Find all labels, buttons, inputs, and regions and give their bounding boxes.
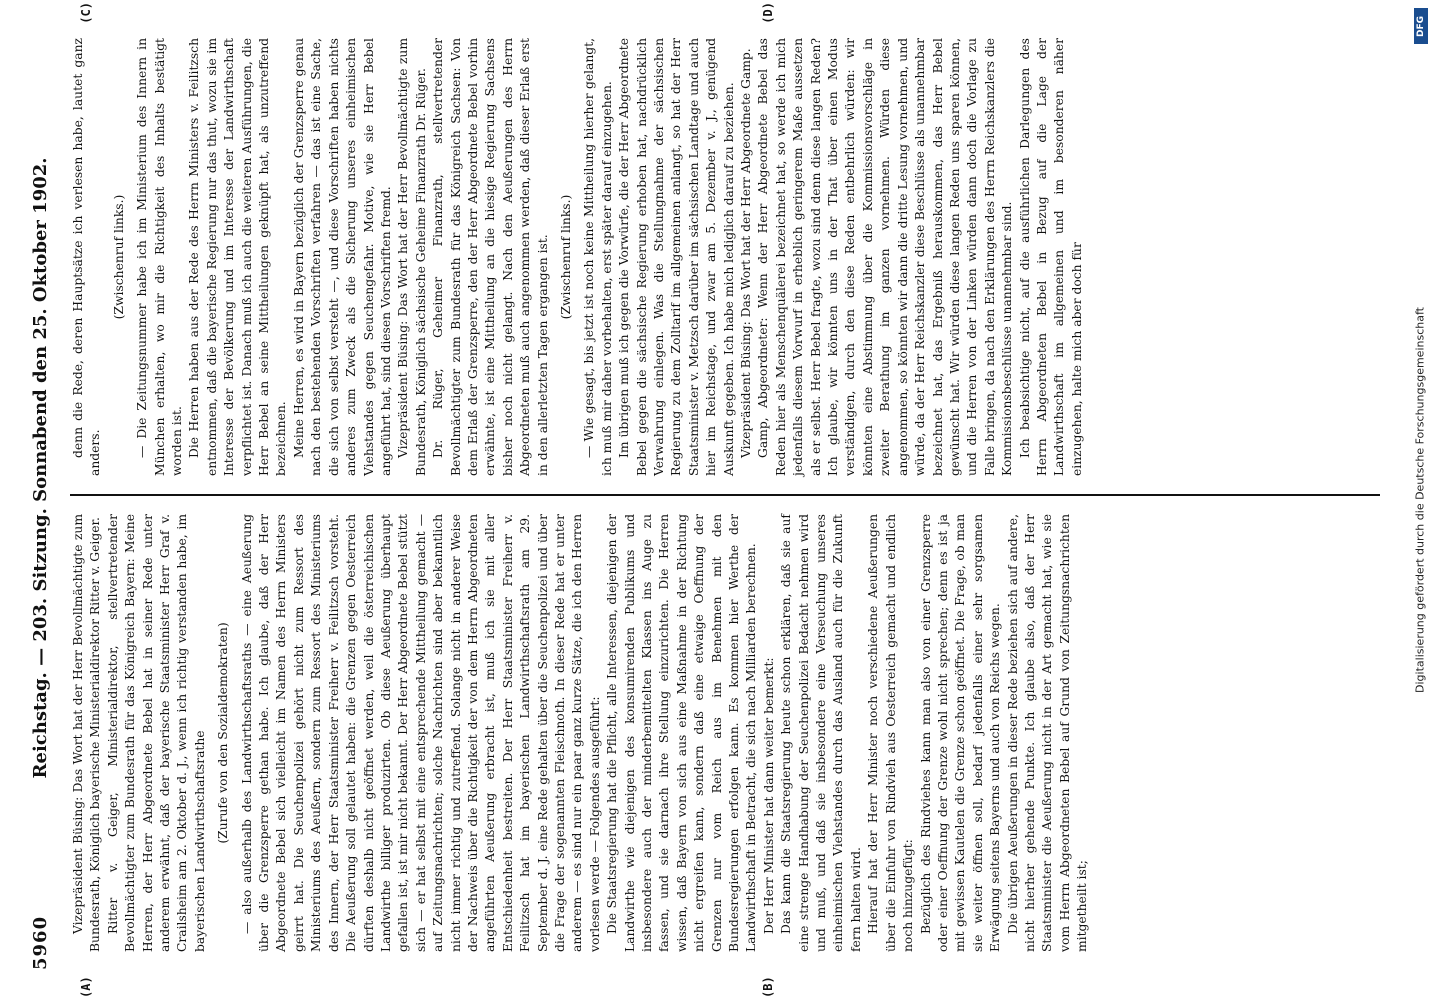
paragraph: Ritter v. Geiger, Ministerialdirektor, stellvertretender Bevollmächtigter zum Bundesrath für das Königreich Bayern: Meine Herren, der Herr Abgeordnete Bebel hat in seiner Rede unter anderem erwähnt, daß der bayerische Staatsminister Herr Graf v. Crailsheim am 2. Oktober d. J., wenn ich richtig verstanden habe, im bayerischen Landwirthschaftsrathe [105,514,207,952]
paragraph: (Zwischenruf links.) [558,194,573,320]
margin-label-d: (D) [761,2,775,24]
paragraph: Ich beabsichtige nicht, auf die ausführlichen Darlegungen des Herrn Abgeordneten Bebel in Bezug auf die Lage der Landwirthschaft im allgemeinen und im besonderen näher einzugehen, halte mich aber doch für [1017,38,1084,476]
paragraph: — also außerhalb des Landwirthschaftsraths — eine Aeußerung über die Grenzsperre gethan habe. Ich glaube, daß der Herr Abgeordnete Bebel sich vielleicht im Namen des Herrn Ministers geirrt hat. Die Seuchenpolizei gehört nicht zum Ressort des Ministeriums des Aeußern, sondern zum Ressort des Ministeriums des Innern, der Herr Staatsminister Freiherr v. Feilitzsch vorsteht. Die Aeußerung soll gelautet haben: die Grenzen gegen Oesterreich dürften deshalb nicht geöffnet werden, weil die österreichischen Landwirthe billiger produzirten. Ob diese Aeußerung überhaupt gefallen ist, ist mir nicht bekannt. Der Herr Abgeordnete Bebel stützt sich — er hat selbst mit eine entsprechende Mittheilung gemacht — auf Zeitungsnachrichten; solche Nachrichten sind aber bekanntlich nicht immer richtig und zutreffend. Solange nicht in anderer Weise der Nachweis über die Richtigkeit der von dem Herrn Abgeordneten angeführten Aeußerung erbracht ist, muß ich sie mit aller Entschiedenheit bestreiten. Der Herr Staatsminister Freiherr v. Feilitzsch hat im bayerischen Landwirthschaftsrath am 29. September d. J. eine Rede gehalten über die Seuchenpolizei und über die Frage der sogenannten Fleischnoth. In dieser Rede hat er unter anderem — es sind nur ein paar ganz kurze Sätze, die ich den Herren vorlesen werde — Folgendes ausgeführt: [239,514,602,952]
paragraph: Gamp, Abgeordneter: Wenn der Herr Abgeordnete Bebel das Reden hier als Menschenquälerei bezeichnet hat, so werde ich mich jedenfalls diesem Vorwurf in erheblich geringerem Maße aussetzen als er selbst. Herr Bebel fragte, wozu sind denn diese langen Reden? Ich glaube, wir könnten uns in der That über einen Modus verständigen, durch den diese Reden entbehrlich würden: wir könnten eine Abstimmung über die Kommissionsvorschläge in zweiter Berathung im ganzen vornehmen. Würden diese angenommen, so könnten wir dann die dritte Lesung vornehmen, und würde, da der Herr Reichskanzler diese Beschlüsse als unannehmbar bezeichnet hat, das Ergebniß herauskommen, das Herr Bebel gewünscht hat. Wir würden diese langen Reden uns sparen können, und die Herren von der Linken würden dann doch die Vorlage zu Falle bringen, da nach den Erklärungen des Herrn Reichskanzlers die Kommissionsbeschlüsse unannehmbar sind. [756,38,1015,476]
paragraph: — Die Zeitungsnummer habe ich im Ministerium des Innern in München erhalten, wo mir die Richtigkeit des Inhalts bestätigt worden ist. [135,38,185,476]
paragraph: Die Herren haben aus der Rede des Herrn Ministers v. Feilitzsch entnommen, daß die bayerische Regierung nur das thut, wozu sie im Interesse der Bevölkerung und im Interesse der Landwirthschaft verpflichtet ist. Danach muß ich auch die weiteren Ausführungen, die Herr Bebel an seine Mittheilungen geknüpft hat, als unzutreffend bezeichnen. [187,38,289,476]
margin-label-c: (C) [79,2,93,24]
paragraph: Vizepräsident Büsing: Das Wort hat der Herr Abgeordnete Gamp. [739,48,754,458]
paragraph: Dr. Rüger, Geheimer Finanzrath, stellvertretender Bevollmächtigter zum Bundesrath für das Königreich Sachsen: Von dem Erlaß der Grenzsperre, den der Herr Abgeordnete Bebel vorhin erwähnte, ist eine Mittheilung an die hiesige Regierung Sachsens bisher noch nicht gelangt. Nach den Aeußerungen des Herrn Abgeordneten muß auch angenommen werden, daß dieser Erlaß erst in den allerletzten Tagen ergangen ist. [431,38,550,476]
running-title: Reichstag. — 203. Sitzung. Sonnabend den 25. Oktober 1902. [29,157,51,779]
paragraph: Die Staatsregierung hat die Pflicht, alle Interessen, diejenigen der Landwirthe wie diejenigen des konsumirenden Publikums und insbesondere auch der minderbemittelten Klassen ins Auge zu fassen, und sie darnach ihre Stellung einzurichten. Die Herren wissen, daß Bayern von sich aus eine Maßnahme in der Richtung nicht ergreifen kann, sondern daß eine etwaige Oeffnung der Grenzen nur vom Reich aus im Benehmen mit den Bundesregierungen erfolgen kann. Es kommen hier Werthe der Landwirthschaft in Betracht, die sich nach Milliarden berechnen. [605,514,759,952]
left-column [70,496,1380,998]
credit-text: Digitalisierung gefördert durch die Deutsche Forschungsgemeinschaft [1413,307,1427,693]
page-number: 5960 [29,915,51,970]
margin-label-a: (A) [79,976,93,998]
paragraph: Vizepräsident Büsing: Das Wort hat der Herr Bevollmächtigte zum Bundesrath, Königlich sächsische Geheime Finanzrath Dr. Rüger. [396,38,428,476]
paragraph: denn die Rede, deren Hauptsätze ich verlesen habe, lautet ganz anders. [71,38,103,476]
digitization-credit [1410,10,1430,990]
dfg-logo: DFG [1414,8,1428,44]
paragraph: Der Herr Minister hat dann weiter bemerkt: [761,657,776,934]
paragraph: (Zwischenruf links.) [111,194,126,320]
paragraph: Meine Herren, es wird in Bayern bezüglich der Grenzsperre genau nach den bestehenden Vorschriften verfahren — das ist eine Sache, die sich von selbst versteht —, und diese Vorschriften haben nichts anderes zum Zweck als die Sicherung unseres einheimischen Viehstandes gegen Seuchengefahr. Motive, wie sie Herr Bebel angeführt hat, sind diesen Vorschriften fremd. [291,38,393,476]
margin-label-b: (B) [761,976,775,998]
page-header [20,20,60,970]
paragraph: — Wie gesagt, bis jetzt ist noch keine Mittheilung hierher gelangt, ich muß mir daher vorbehalten, erst später darauf einzugehen. [582,38,614,476]
paragraph: Die übrigen Aeußerungen in dieser Rede beziehen sich auf andere, nicht hierher gehende Punkte. Ich glaube also, daß der Herr Staatsminister die Aeußerung nicht in der Art gemacht hat, wie sie vom Herrn Abgeordneten Bebel auf Grund von Zeitungsnachrichten mitgetheilt ist; [1005,514,1090,952]
paragraph: (Zurufe von den Sozialdemokraten) [216,622,231,844]
paragraph: Vizepräsident Büsing: Das Wort hat der Herr Bevollmächtigte zum Bundesrath, Königlich bayerische Ministerialdirektor Ritter v. Geiger. [71,514,103,952]
paragraph: Das kann die Staatsregierung heute schon erklären, daß sie auf eine strenge Handhabung der Seuchenpolizei Bedacht nehmen wird und muß, und daß sie insbesondere eine Verseuchung unseres einheimischen Viehstandes durch das Ausland auch für die Zukunft fern halten wird. [779,514,863,952]
paragraph: Im übrigen muß ich gegen die Vorwürfe, die der Herr Abgeordnete Bebel gegen die sächsische Regierung erhoben hat, nachdrücklich Verwahrung einlegen. Was die Stellungnahme der sächsischen Regierung zu dem Zolltarif im allgemeinen anlangt, so hat der Herr Staatsminister v. Metzsch darüber im sächsischen Landtage und auch hier im Reichstage, und zwar am 5. Dezember v. J., genügend Auskunft gegeben. Ich habe mich lediglich darauf zu beziehen. [617,38,736,476]
paragraph: Hierauf hat der Herr Minister noch verschiedene Aeußerungen über die Einfuhr von Rindvieh aus Oesterreich gemacht und endlich noch hinzugefügt: [866,514,916,952]
right-column [70,2,1380,496]
text-columns [70,2,1380,998]
paragraph: Bezüglich des Rindviehes kann man also von einer Grenzsperre oder einer Oeffnung der Grenze wohl nicht sprechen; denn es ist ja mit gewissen Kautelen die Grenze schon geöffnet. Die Frage, ob man sie weiter öffnen soll, bedarf jedenfalls einer sehr sorgsamen Erwägung seitens Bayerns und auch von Reichs wegen. [918,514,1003,952]
